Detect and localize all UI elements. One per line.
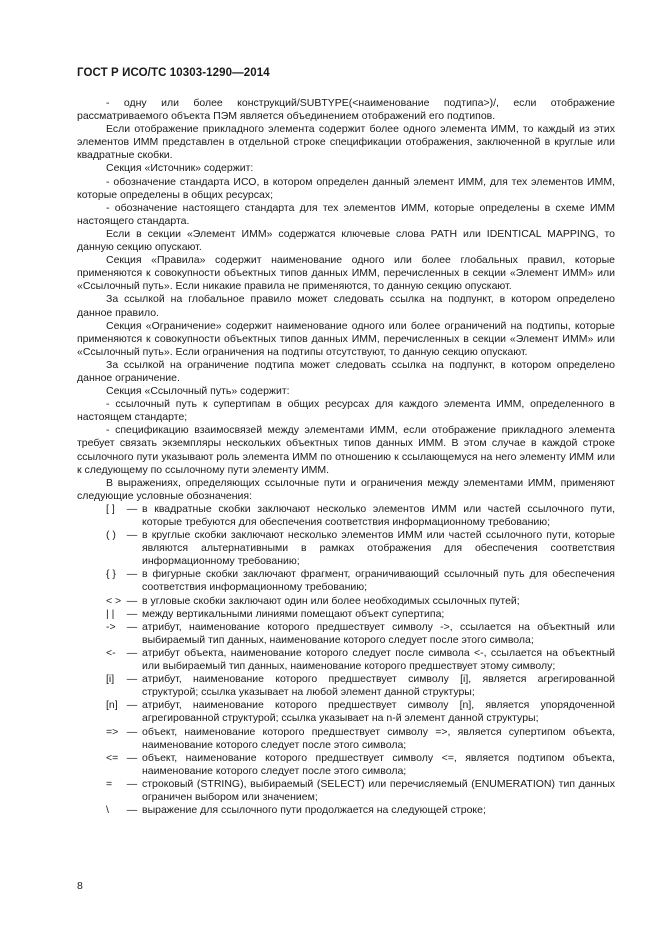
notation-symbol: [n] <box>106 699 118 712</box>
notation-dash: — <box>126 777 138 790</box>
paragraph: Секция «Ссылочный путь» содержит: <box>106 385 290 398</box>
paragraph: За ссылкой на глобальное правило может следовать ссылка на подпункт, в котором определено данное правило. <box>77 293 615 319</box>
notation-text: в квадратные скобки заключают несколько элементов ИММ или частей ссылочного пути, которые требуются для обеспечения соответствия информационному требованию; <box>142 502 615 528</box>
paragraph: Секция «Источник» содержит: <box>106 162 254 175</box>
notation-item <box>77 647 615 673</box>
notation-item <box>77 595 615 608</box>
notation-dash: — <box>126 673 138 686</box>
notation-text: атрибут, наименование которого предшествует символу [n], является упорядоченной агрегированной структурой; ссылка указывает на n-й элемент данной структуры; <box>142 699 615 725</box>
document-header: ГОСТ Р ИСО/ТС 10303-1290—2014 <box>77 67 270 79</box>
notation-text: атрибут объекта, наименование которого следует после символа <-, ссылается на объектный или выбираемый тип данных, наименование которого предшествует этому символу; <box>142 646 615 673</box>
notation-symbol: ( ) <box>106 529 116 542</box>
notation-text: строковый (STRING), выбираемый (SELECT) или перечисляемый (ENUMERATION) тип данных ограничен выбором или значением; <box>142 777 615 803</box>
notation-dash: — <box>126 646 138 659</box>
notation-dash: — <box>126 620 138 633</box>
paragraph: Если отображение прикладного элемента содержит более одного элемента ИММ, то каждый из этих элементов ИММ представлен в отдельной строке спецификации отображения, заключенной в круглые или квадратные скобки. <box>77 123 615 162</box>
notation-symbol: < > <box>106 594 122 607</box>
paragraph: Если в секции «Элемент ИММ» содержатся ключевые слова PATH или IDENTICAL MAPPING, то данную секцию опускают. <box>77 227 615 254</box>
notation-symbol: [ ] <box>106 502 115 515</box>
notation-symbol: => <box>106 725 119 738</box>
notation-symbol: <- <box>106 646 116 659</box>
document-body <box>77 97 615 817</box>
notation-text: в круглые скобки заключают несколько элементов ИММ или частей ссылочного пути, которые являются альтернативными в рамках отображения для обеспечения соответствия информационному требованию; <box>142 529 615 568</box>
notation-text: в фигурные скобки заключают фрагмент, ограничивающий ссылочный путь для обеспечения соответствия информационному требованию; <box>142 568 615 594</box>
notation-symbol: -> <box>106 620 116 633</box>
notation-text: атрибут, наименование которого предшествует символу ->, ссылается на объектный или выбираемый тип данных, наименование которого следует после этого символа; <box>142 620 615 646</box>
notation-dash: — <box>126 529 138 542</box>
paragraph: - обозначение стандарта ИСО, в котором определен данный элемент ИММ, для тех элементов ИММ, которые определены в общих ресурсах; <box>77 175 615 201</box>
notation-item <box>77 608 615 621</box>
notation-symbol: \ <box>106 804 109 817</box>
notation-symbol: [i] <box>106 673 115 686</box>
notation-item <box>77 568 615 594</box>
page-number: 8 <box>77 880 83 892</box>
paragraph: За ссылкой на ограничение подтипа может следовать ссылка на подпункт, в котором определено данное ограничение. <box>77 358 615 384</box>
notation-symbol: | | <box>106 607 115 620</box>
notation-item <box>77 778 615 804</box>
notation-item <box>77 621 615 647</box>
notation-dash: — <box>126 699 138 712</box>
paragraph: Секция «Ограничение» содержит наименование одного или более ограничений на подтипы, которые применяются к совокупности объектных типов данных ИММ, перечисленных в секции «Элемент ИММ» или «Ссылочный путь». Если ограничения на подтипы отсутствуют, то данную секцию опускают. <box>77 319 615 358</box>
paragraph: Секция «Правила» содержит наименование одного или более глобальных правил, которые применяются к совокупности объектных типов данных ИММ, перечисленных в секции «Элемент ИММ» или «Ссылочный путь». Если никакие правила не применяются, то данную секцию опускают. <box>77 254 615 293</box>
notation-item <box>77 503 615 529</box>
notation-text: объект, наименование которого предшествует символу =>, является супертипом объекта, наименование которого следует после этого символа; <box>142 725 615 751</box>
notation-text: выражение для ссылочного пути продолжается на следующей строке; <box>142 804 486 817</box>
paragraph: - ссылочный путь к супертипам в общих ресурсах для каждого элемента ИММ, определенного в настоящем стандарте; <box>77 398 615 424</box>
notation-text: в угловые скобки заключают один или более необходимых ссылочных путей; <box>142 594 520 607</box>
notation-dash: — <box>126 568 138 581</box>
notation-text: объект, наименование которого предшествует символу <=, является подтипом объекта, наименование которого следует после этого символа; <box>142 751 615 777</box>
notation-text: атрибут, наименование которого предшествует символу [i], является агрегированной структурой; ссылка указывает на любой элемент данной структуры; <box>142 673 615 699</box>
notation-dash: — <box>126 804 138 817</box>
notation-item <box>77 804 615 817</box>
paragraph: - спецификацию взаимосвязей между элементами ИММ, если отображение прикладного элемента требует связать экземпляры нескольких объектных типов данных ИММ. В этом случае в каждой строке ссылочного пути указывают роль элемента ИММ по отношению к ссылающемуся на него элементу ИММ или к следующему по ссылочному пути элементу ИММ. <box>77 424 615 476</box>
notation-symbol: { } <box>106 568 116 581</box>
paragraph: - обозначение настоящего стандарта для тех элементов ИММ, которые определены в схеме ИММ настоящего стандарта. <box>77 201 615 227</box>
notation-item <box>77 752 615 778</box>
notation-item <box>77 699 615 725</box>
notation-item <box>77 529 615 568</box>
notation-symbol: = <box>106 777 113 790</box>
notation-dash: — <box>126 725 138 738</box>
notation-dash: — <box>126 594 138 607</box>
notation-item <box>77 726 615 752</box>
notation-item <box>77 673 615 699</box>
paragraph: - одну или более конструкций/SUBTYPE(<наименование подтипа>)/, если отображение рассматриваемого объекта ПЭМ является объединением отображений его подтипов. <box>77 97 615 123</box>
paragraph: В выражениях, определяющих ссылочные пути и ограничения между элементами ИММ, применяют следующие условные обозначения: <box>77 476 615 502</box>
notation-dash: — <box>126 607 138 620</box>
notation-list <box>77 503 615 817</box>
notation-dash: — <box>126 502 138 515</box>
notation-text: между вертикальными линиями помещают объект супертипа; <box>142 607 445 620</box>
notation-dash: — <box>126 751 138 764</box>
notation-symbol: <= <box>106 751 119 764</box>
